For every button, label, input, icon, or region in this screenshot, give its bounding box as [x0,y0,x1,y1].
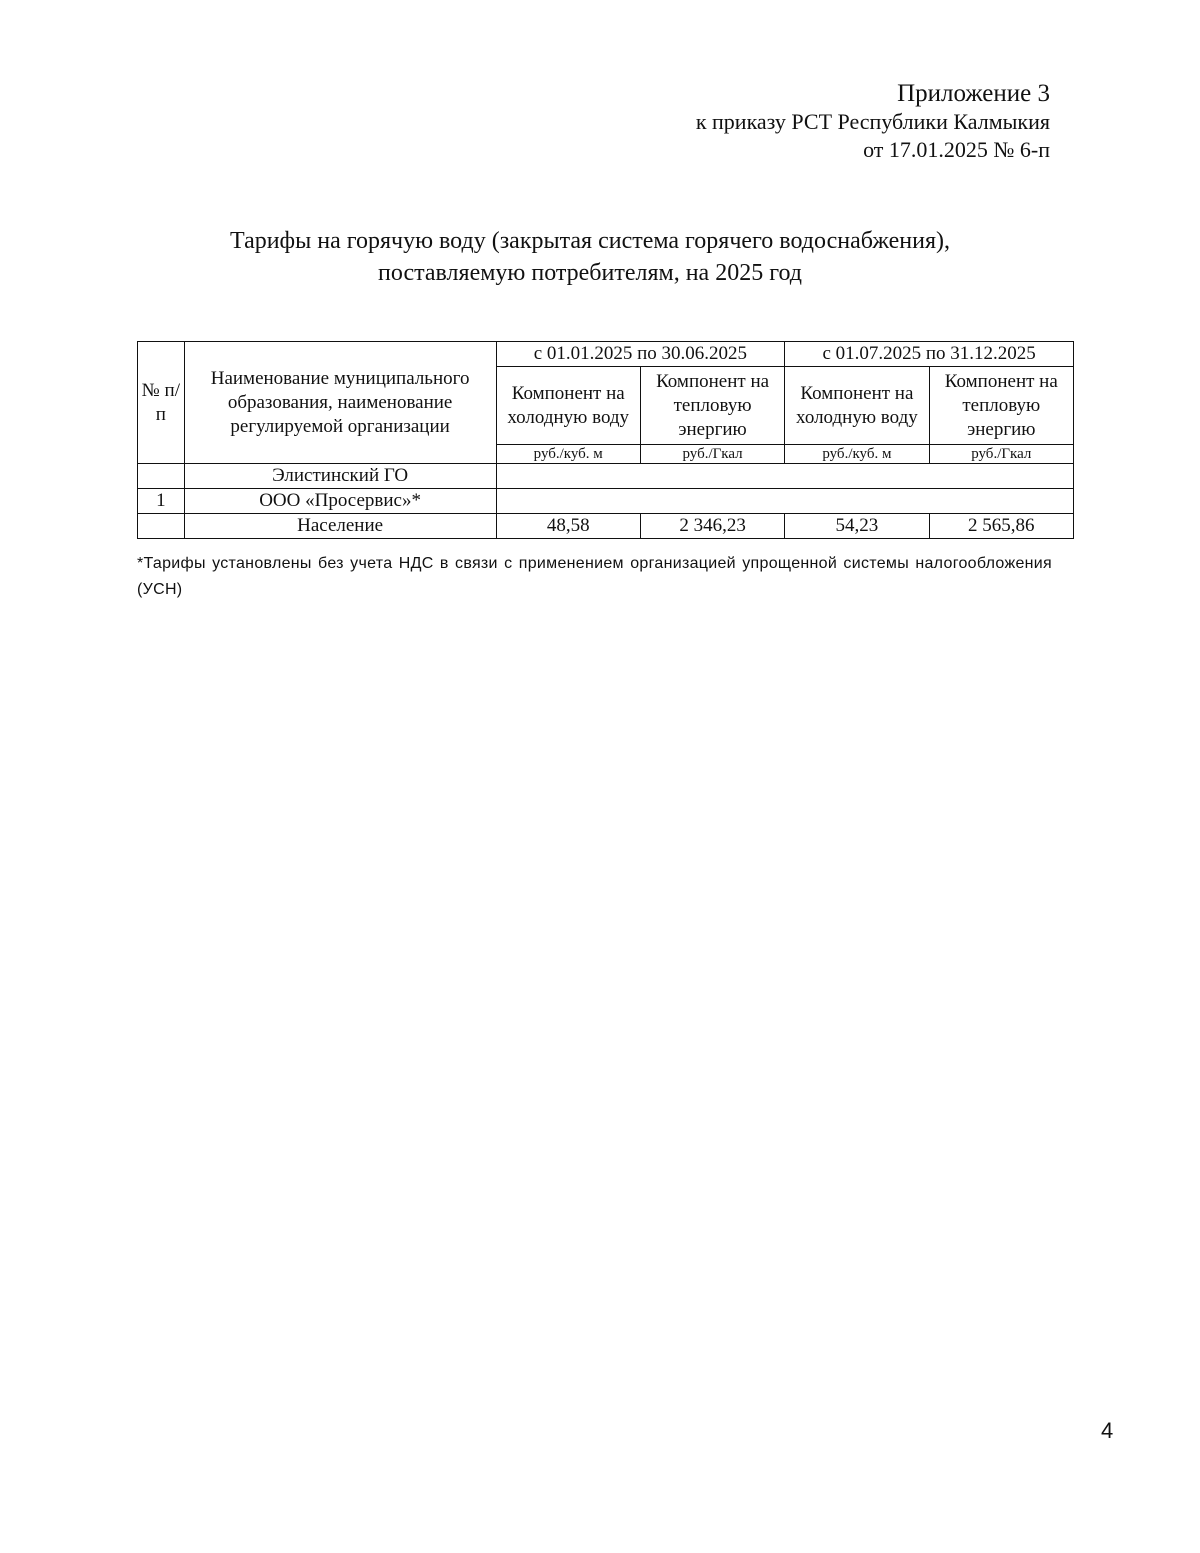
value-cold-2: 54,23 [785,514,929,539]
header-component-heat-1: Компонент на тепловую энергию [640,367,784,445]
document-header [696,80,1050,164]
row-name: Население [184,514,496,539]
table-row [138,489,1074,514]
unit-cold-1: руб./куб. м [496,445,640,464]
row-number [138,514,185,539]
header-period-1: с 01.01.2025 по 30.06.2025 [496,342,785,367]
unit-cold-2: руб./куб. м [785,445,929,464]
order-reference: к приказу РСТ Республики Калмыкия [695,109,1050,134]
title-line-2: поставляемую потребителям, на 2025 год [378,260,802,286]
row-empty-values [496,489,1073,514]
document-title [150,225,1030,289]
header-organization: Наименование муниципального образования, наименование регулируемой организации [184,342,496,464]
row-name: ООО «Просервис»* [184,489,496,514]
order-date-number: от 17.01.2025 № 6-п [863,137,1050,162]
unit-heat-2: руб./Гкал [929,445,1073,464]
row-name: Элистинский ГО [184,464,496,489]
tariff-table [137,341,1074,539]
header-component-cold-2: Компонент на холодную воду [785,367,929,445]
value-cold-1: 48,58 [496,514,640,539]
page-number: 4 [1101,1418,1114,1443]
footnote: *Тарифы установлены без учета НДС в связи с применением организацией упрощенной системы налогообложения (УСН) [137,555,1052,598]
value-heat-2: 2 565,86 [929,514,1073,539]
header-period-2: с 01.07.2025 по 31.12.2025 [785,342,1074,367]
appendix-label: Приложение 3 [897,80,1050,107]
header-component-heat-2: Компонент на тепловую энергию [929,367,1073,445]
value-heat-1: 2 346,23 [640,514,784,539]
title-line-1: Тарифы на горячую воду (закрытая система горячего водоснабжения), [230,228,950,254]
row-number: 1 [138,489,185,514]
header-number: № п/п [138,342,185,464]
table-row [138,514,1074,539]
unit-heat-1: руб./Гкал [640,445,784,464]
row-empty-values [496,464,1073,489]
row-number [138,464,185,489]
table-row [138,464,1074,489]
header-component-cold-1: Компонент на холодную воду [496,367,640,445]
